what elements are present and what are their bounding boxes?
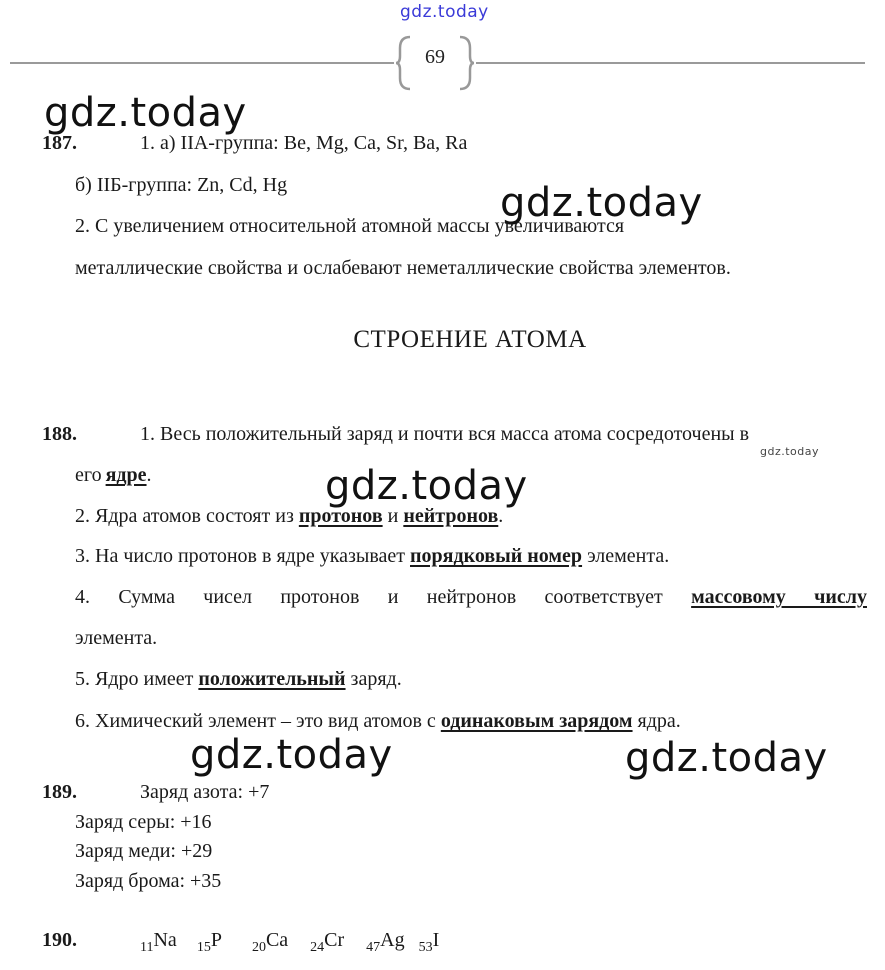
s6-post: ядра. (632, 710, 681, 732)
exercise-189-line4: Заряд брома: +35 (75, 870, 222, 892)
element-ca-symbol: Ca (265, 929, 289, 951)
element-p (197, 929, 222, 956)
s2-pre: 2. Ядра атомов состоят из (75, 505, 299, 527)
element-p-z: 15 (196, 940, 211, 955)
s2-post: . (498, 505, 504, 527)
watermark-3: gdz.today (325, 463, 528, 509)
exercise-190-elements (140, 929, 447, 956)
element-ca-z: 20 (251, 940, 266, 955)
element-ag-z: 47 (366, 940, 381, 955)
exercise-188-s4-cont: элемента. (75, 627, 158, 649)
exercise-188-s2 (75, 505, 503, 528)
element-p-symbol: P (210, 929, 222, 951)
exercise-189-number: 189. (42, 781, 77, 803)
exercise-188-s6 (75, 710, 681, 733)
s3-pre: 3. На число протонов в ядре указывает (75, 545, 410, 567)
s5-bold: положительный (198, 668, 346, 690)
element-na (140, 929, 177, 956)
s3-bold: порядковый номер (410, 545, 583, 567)
element-cr-z: 24 (310, 940, 325, 955)
s2-bold-2: нейтронов (403, 505, 499, 527)
s1b-pre: его (75, 464, 102, 486)
exercise-187-line4: металлические свойства и ослабевают неметаллические свойства элементов. (75, 257, 731, 279)
s5-post: заряд. (345, 668, 402, 690)
watermark-2: gdz.today (500, 180, 703, 226)
exercise-189-line1: Заряд азота: +7 (140, 781, 270, 803)
s6-bold: одинаковым зарядом (440, 710, 633, 732)
watermark-top: gdz.today (400, 2, 489, 22)
header-rule-left (10, 62, 394, 64)
element-ca (252, 929, 288, 956)
exercise-187-line2: б) IIБ-группа: Zn, Cd, Hg (75, 174, 288, 196)
s2-bold-1: протонов (298, 505, 383, 527)
element-cr-symbol: Cr (324, 929, 345, 951)
s1b-post: . (146, 464, 152, 486)
exercise-187-line1: 1. а) IIA-группа: Be, Mg, Ca, Sr, Ba, Ra (140, 132, 468, 154)
element-na-symbol: Na (153, 929, 177, 951)
s5-pre: 5. Ядро имеет (75, 668, 199, 690)
exercise-189-line3: Заряд меди: +29 (75, 840, 213, 862)
exercise-188-s1b (75, 464, 152, 487)
exercise-188-s5 (75, 668, 402, 691)
watermark-5: gdz.today (625, 735, 828, 781)
s4-pre: 4. Сумма чисел протонов и нейтронов соответствует (75, 586, 692, 608)
exercise-189-line2: Заряд серы: +16 (75, 811, 212, 833)
watermark-small: gdz.today (760, 445, 820, 458)
exercise-187-line3: 2. С увеличением относительной атомной массы увеличиваются (75, 215, 625, 237)
element-na-z: 11 (140, 940, 154, 955)
s4-bold: массовому числу (691, 586, 867, 608)
exercise-188-number: 188. (42, 423, 77, 445)
element-i-symbol: I (432, 929, 440, 951)
s6-pre: 6. Химический элемент – это вид атомов с (75, 710, 441, 732)
element-cr (310, 929, 344, 956)
s3-post: элемента. (582, 545, 670, 567)
watermark-4: gdz.today (190, 732, 393, 778)
watermark-1: gdz.today (44, 90, 247, 136)
element-ag-symbol: Ag (380, 929, 405, 951)
element-ag (366, 929, 404, 956)
s2-mid: и (382, 505, 404, 527)
element-i (419, 929, 440, 956)
s1b-bold: ядре (105, 464, 147, 486)
exercise-188-s3 (75, 545, 669, 568)
section-heading: СТРОЕНИЕ АТОМА (353, 326, 587, 353)
exercise-188-s1a: 1. Весь положительный заряд и почти вся масса атома сосредоточены в (140, 423, 750, 445)
exercise-187-number: 187. (42, 132, 77, 154)
page-number: 69 (425, 46, 445, 68)
header-rule-right (476, 62, 865, 64)
element-i-z: 53 (418, 940, 433, 955)
exercise-188-s4 (75, 586, 867, 609)
page-number-frame (396, 34, 474, 92)
exercise-190-number: 190. (42, 929, 77, 951)
